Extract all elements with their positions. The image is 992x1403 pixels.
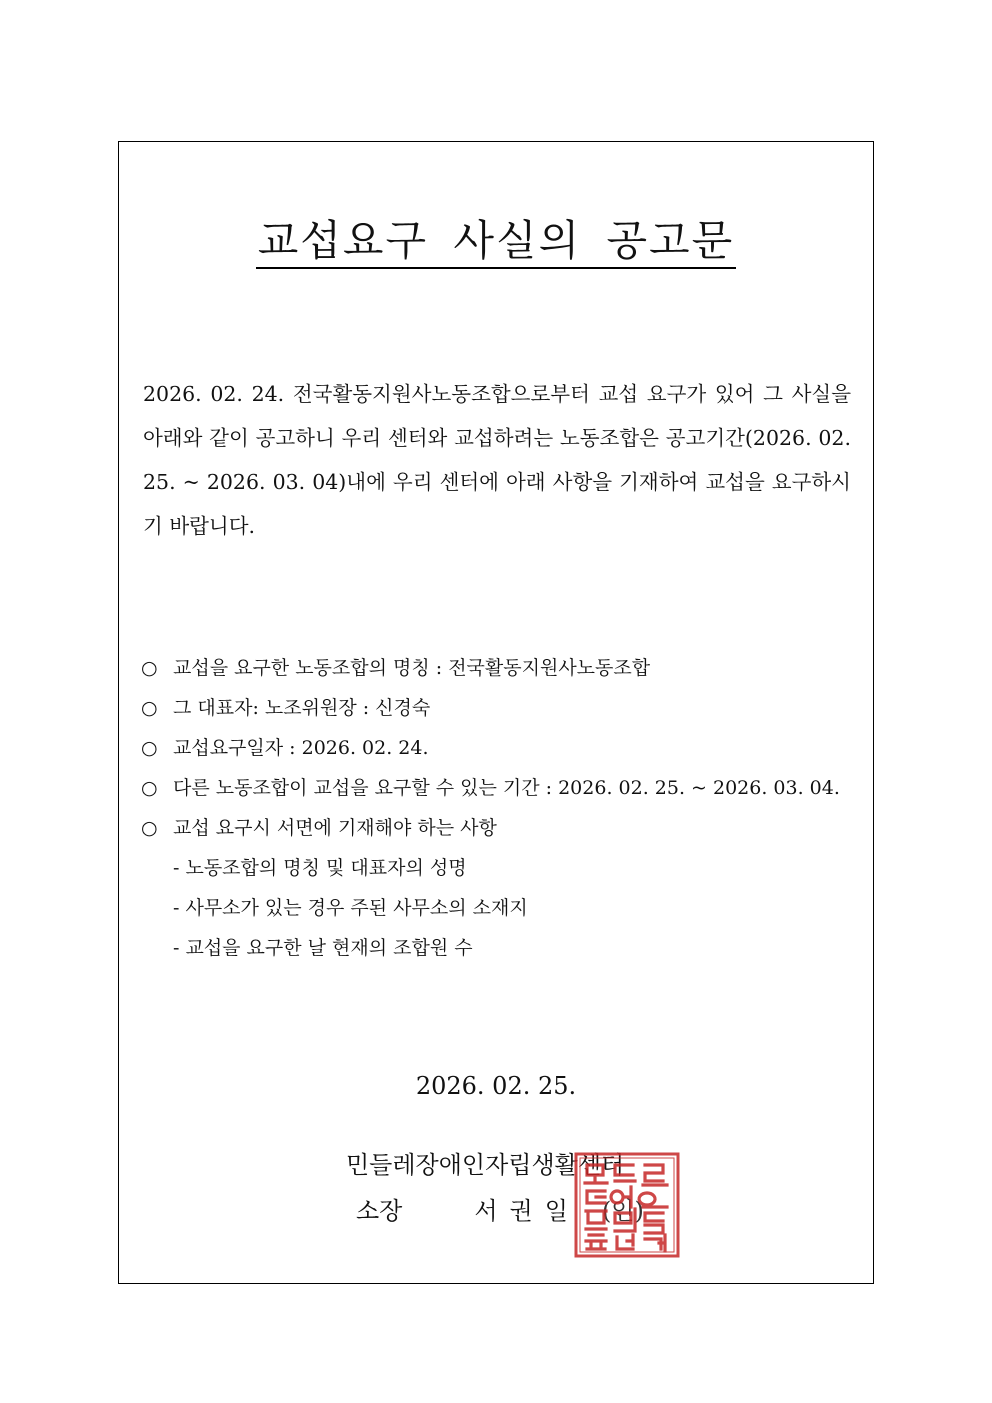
notice-items [141,648,853,968]
item-request-date: 교섭요구일자 : 2026. 02. 24. [173,737,429,759]
seal-placeholder: (인) [601,1197,644,1225]
list-item [141,808,853,848]
sub-list-item [141,928,853,968]
sub-list-item [141,888,853,928]
sub-item-office: - 사무소가 있는 경우 주된 사무소의 소재지 [173,897,528,919]
circle-bullet-icon: ○ [141,777,158,799]
list-item [141,768,853,808]
organization-name: 민들레장애인자립생활센터 [346,1151,625,1179]
circle-bullet-icon: ○ [141,817,158,839]
sub-item-name: - 노동조합의 명칭 및 대표자의 성명 [173,857,467,879]
sub-item-members: - 교섭을 요구한 날 현재의 조합원 수 [173,937,473,959]
circle-bullet-icon: ○ [141,737,158,759]
circle-bullet-icon: ○ [141,657,158,679]
circle-bullet-icon: ○ [141,697,158,719]
item-required-entries: 교섭 요구시 서면에 기재해야 하는 사항 [173,817,497,839]
sub-list-item [141,848,853,888]
official-seal-icon [573,1151,681,1259]
list-item [141,648,853,688]
intro-paragraph: 2026. 02. 24. 전국활동지원사노동조합으로부터 교섭 요구가 있어 그 사실을 아래와 같이 공고하니 우리 센터와 교섭하려는 노동조합은 공고기간(2026. 02. 25. ~ 2026. 03. 04)내에 우리 센터에 아래 사항을 기재하여 교섭을 요구하시기 바랍니다. [143,382,851,538]
list-item [141,688,853,728]
item-representative: 그 대표자: 노조위원장 : 신경숙 [173,697,431,719]
item-union-name: 교섭을 요구한 노동조합의 명칭 : 전국활동지원사노동조합 [173,657,651,679]
signer-name: 서권일 [474,1197,580,1225]
issue-date: 2026. 02. 25. [415,1072,577,1100]
item-request-period: 다른 노동조합이 교섭을 요구할 수 있는 기간 : 2026. 02. 25. ~ 2026. 03. 04. [173,777,840,799]
document-title [0,208,992,268]
title-text: 교섭요구 사실의 공고문 [256,216,736,269]
list-item [141,728,853,768]
signer-title: 소장 [356,1197,403,1225]
